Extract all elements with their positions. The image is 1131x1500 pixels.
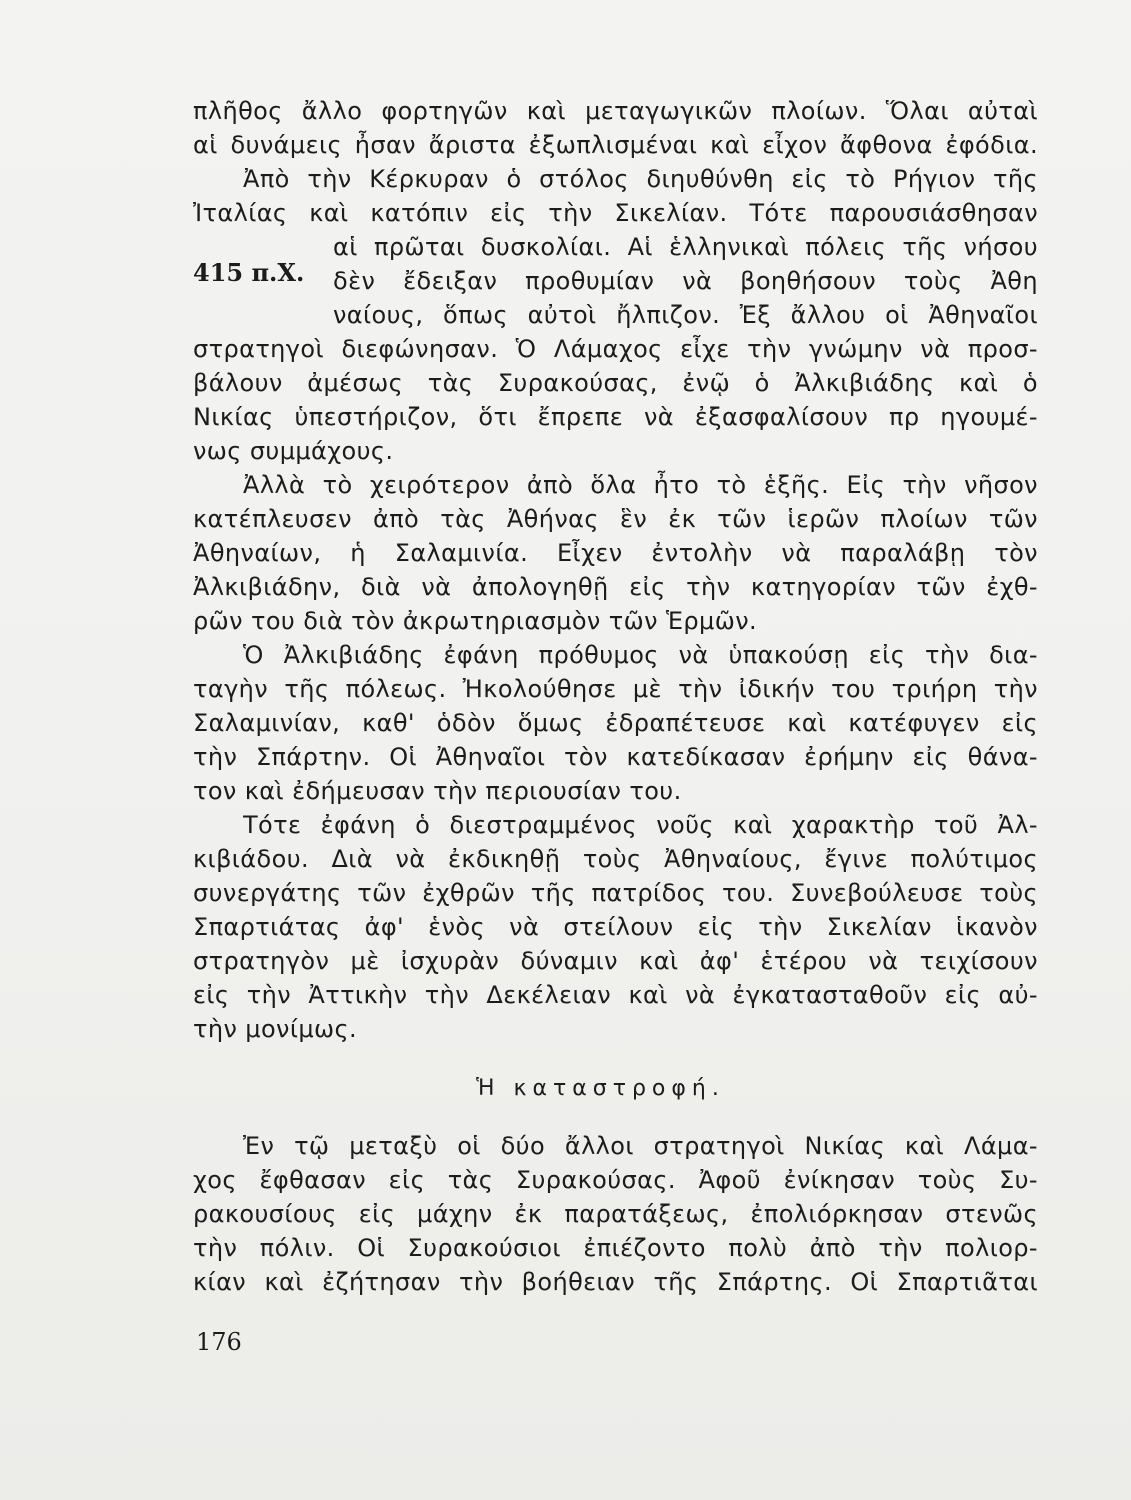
- text-line: Σπαρτιάτας ἀφ' ἑνὸς νὰ στείλουν εἰς τὴν Σικελίαν ἱκανὸν: [193, 913, 1038, 941]
- text-line: τὴν Σπάρτην. Οἱ Ἀθηναῖοι τὸν κατεδίκασαν ἐρήμην εἰς θάνα-: [193, 743, 1038, 771]
- text-line: Ὁ Ἀλκιβιάδης ἐφάνη πρόθυμος νὰ ὑπακούσῃ εἰς τὴν δια-: [243, 641, 1038, 669]
- text-line: τὴν πόλιν. Οἱ Συρακούσιοι ἐπιέζοντο πολὺ ἀπὸ τὴν πολιορ-: [193, 1234, 1038, 1262]
- text-line: κιβιάδου. Διὰ νὰ ἐκδικηθῇ τοὺς Ἀθηναίους, ἔγινε πολύτιμος: [193, 845, 1038, 873]
- text-line: αἱ δυνάμεις ἦσαν ἄριστα ἐξωπλισμέναι καὶ εἶχον ἄφθονα ἐφόδια.: [193, 131, 1038, 159]
- text-line: πλῆθος ἄλλο φορτηγῶν καὶ μεταγωγικῶν πλοίων. Ὅλαι αὐταὶ: [193, 97, 1038, 125]
- text-line: ναίους, ὅπως αὐτοὶ ἤλπιζον. Ἐξ ἄλλου οἱ Ἀθηναῖοι: [333, 301, 1038, 329]
- text-line: δὲν ἔδειξαν προθυμίαν νὰ βοηθήσουν τοὺς Ἀθη: [333, 267, 1038, 295]
- text-line: τον καὶ ἐδήμευσαν τὴν περιουσίαν του.: [193, 777, 682, 805]
- text-line: κατέπλευσεν ἀπὸ τὰς Ἀθήνας ἓν ἐκ τῶν ἱερῶν πλοίων τῶν: [193, 505, 1038, 533]
- page-number: 176: [196, 1328, 242, 1356]
- text-line: εἰς τὴν Ἀττικὴν τὴν Δεκέλειαν καὶ νὰ ἐγκατασταθοῦν εἰς αὐ-: [193, 981, 1038, 1009]
- text-line: βάλουν ἀμέσως τὰς Συρακούσας, ἐνῷ ὁ Ἀλκιβιάδης καὶ ὁ: [193, 369, 1038, 397]
- text-line: χος ἔφθασαν εἰς τὰς Συρακούσας. Ἀφοῦ ἐνίκησαν τοὺς Συ-: [193, 1166, 1038, 1194]
- text-line: Ἀθηναίων, ἡ Σαλαμινία. Εἶχεν ἐντολὴν νὰ παραλάβῃ τὸν: [193, 539, 1038, 567]
- text-line: στρατηγὸν μὲ ἰσχυρὰν δύναμιν καὶ ἀφ' ἑτέρου νὰ τειχίσουν: [193, 947, 1038, 975]
- text-line: Ἀπὸ τὴν Κέρκυραν ὁ στόλος διηυθύνθη εἰς τὸ Ρήγιον τῆς: [243, 165, 1038, 193]
- text-line: ρῶν του διὰ τὸν ἀκρωτηριασμὸν τῶν Ἑρμῶν.: [193, 607, 758, 635]
- text-line: αἱ πρῶται δυσκολίαι. Αἱ ἑλληνικαὶ πόλεις τῆς νήσου: [333, 233, 1038, 261]
- section-heading: Ἡ καταστροφή.: [476, 1076, 725, 1101]
- text-line: ρακουσίους εἰς μάχην ἐκ παρατάξεως, ἐπολιόρκησαν στενῶς: [193, 1200, 1038, 1228]
- text-line: ταγὴν τῆς πόλεως. Ἠκολούθησε μὲ τὴν ἰδικήν του τριήρη τὴν: [193, 675, 1038, 703]
- text-line: Τότε ἐφάνη ὁ διεστραμμένος νοῦς καὶ χαρακτὴρ τοῦ Ἀλ-: [243, 811, 1038, 839]
- text-line: Ἐν τῷ μεταξὺ οἱ δύο ἄλλοι στρατηγοὶ Νικίας καὶ Λάμα-: [243, 1132, 1038, 1160]
- text-line: στρατηγοὶ διεφώνησαν. Ὁ Λάμαχος εἶχε τὴν γνώμην νὰ προσ-: [193, 335, 1038, 363]
- text-line: Ἰταλίας καὶ κατόπιν εἰς τὴν Σικελίαν. Τότε παρουσιάσθησαν: [193, 199, 1038, 227]
- text-line: Ἀλλὰ τὸ χειρότερον ἀπὸ ὅλα ἦτο τὸ ἑξῆς. Εἰς τὴν νῆσον: [243, 471, 1038, 499]
- text-line: κίαν καὶ ἐζήτησαν τὴν βοήθειαν τῆς Σπάρτης. Οἱ Σπαρτιᾶται: [193, 1268, 1038, 1296]
- text-line: Ἀλκιβιάδην, διὰ νὰ ἀπολογηθῇ εἰς τὴν κατηγορίαν τῶν ἐχθ-: [193, 573, 1038, 601]
- text-line: νως συμμάχους.: [193, 437, 394, 465]
- text-line: τὴν μονίμως.: [193, 1015, 358, 1043]
- text-line: Σαλαμινίαν, καθ' ὁδὸν ὅμως ἐδραπέτευσε καὶ κατέφυγεν εἰς: [193, 709, 1038, 737]
- marginal-date-note: 415 π.Χ.: [193, 258, 305, 287]
- text-line: συνεργάτης τῶν ἐχθρῶν τῆς πατρίδος του. Συνεβούλευσε τοὺς: [193, 879, 1038, 907]
- text-line: Νικίας ὑπεστήριζον, ὅτι ἔπρεπε νὰ ἐξασφαλίσουν πρ ηγουμέ-: [193, 403, 1038, 431]
